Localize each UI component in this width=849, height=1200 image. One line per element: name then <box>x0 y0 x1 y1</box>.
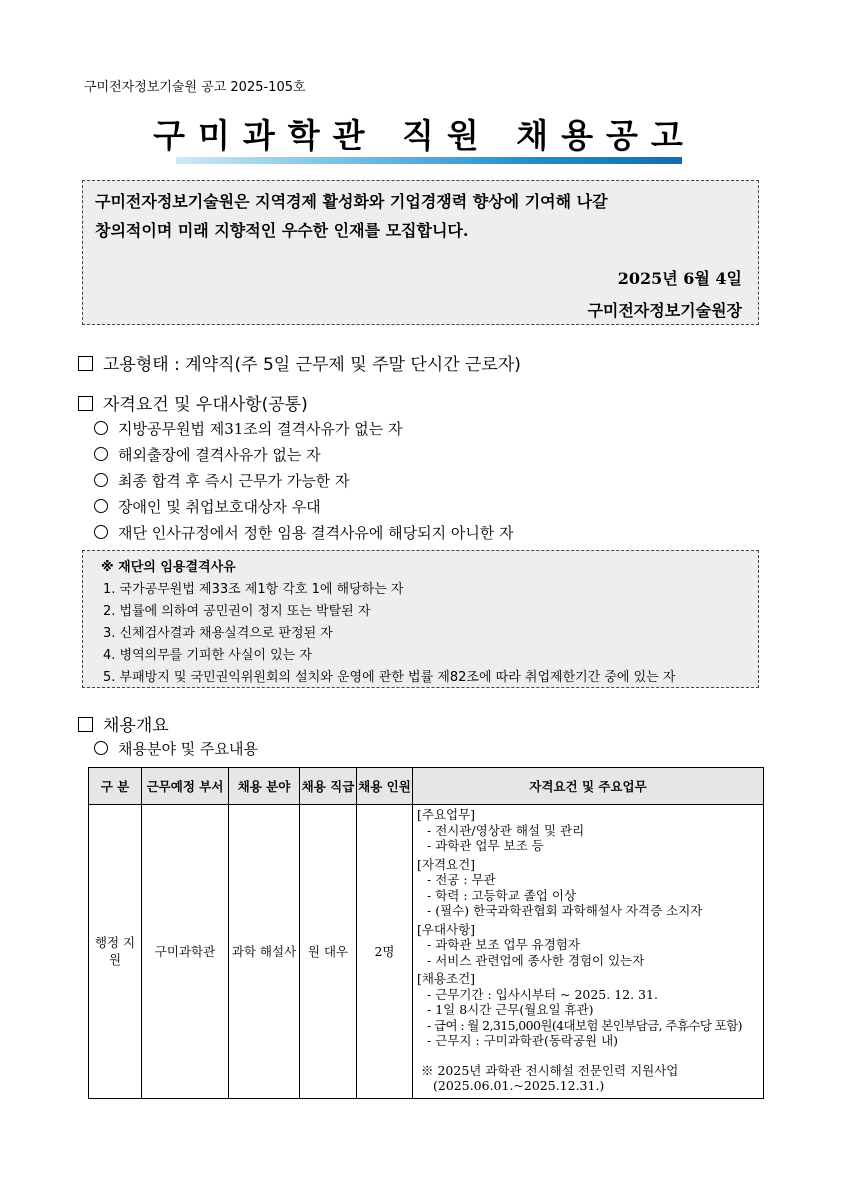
employment-type-heading: 고용형태 : 계약직(주 5일 근무제 및 주말 단시간 근로자) <box>78 350 521 375</box>
intro-box <box>82 180 759 325</box>
qualifications-heading: 자격요건 및 우대사항(공통) <box>78 390 308 415</box>
duty-item: - 과학관 업무 보조 등 <box>427 838 544 853</box>
disqualification-item: 2. 법률에 의하여 공민권이 정지 또는 박탈된 자 <box>103 604 371 619</box>
disqualification-item: 3. 신체검사결과 채용실격으로 판정된 자 <box>103 626 333 641</box>
requirement-item: - 전공 : 무관 <box>427 872 496 887</box>
header-field: 채용 분야 <box>229 768 300 805</box>
header-department: 근무예정 부서 <box>142 768 229 805</box>
circle-bullet-icon <box>94 473 108 487</box>
preference-item: - 서비스 관련업에 종사한 경험이 있는자 <box>427 952 645 968</box>
requirement-item: - 학력 : 고등학교 졸업 이상 <box>427 887 577 903</box>
conditions-title: [채용조건] <box>417 971 476 986</box>
program-note: ※ 2025년 과학관 전시해설 전문인력 지원사업 <box>421 1062 679 1078</box>
cell-grade: 원 대우 <box>300 805 357 1099</box>
table-row <box>89 805 764 1099</box>
overview-heading: 채용개요 <box>78 711 169 736</box>
page-title: 구미과학관 직원 채용공고 <box>153 116 696 155</box>
disqualification-item: 4. 병역의무를 기피한 사실이 있는 자 <box>103 648 312 663</box>
duty-item: - 전시관/영상관 해설 및 관리 <box>427 822 585 838</box>
circle-bullet-icon <box>94 421 108 435</box>
requirements-title: [자격요건] <box>417 856 476 872</box>
circle-bullet-icon <box>94 525 108 539</box>
circle-bullet-icon <box>94 499 108 513</box>
circle-bullet-icon <box>94 447 108 461</box>
overview-subheading: 채용분야 및 주요내용 <box>94 738 258 759</box>
signer: 구미전자정보기술원장 <box>587 301 742 320</box>
cell-headcount: 2명 <box>357 805 413 1099</box>
disqualification-title: ※ 재단의 임용결격사유 <box>101 560 236 575</box>
qualification-item: 해외출장에 결격사유가 없는 자 <box>94 444 321 465</box>
requirement-item: - (필수) 한국과학관협회 과학해설사 자격증 소지자 <box>427 903 703 918</box>
duties-title: [주요업무] <box>417 807 476 822</box>
table-header-row <box>89 768 764 805</box>
disqualification-item: 1. 국가공무원법 제33조 제1항 각호 1에 해당하는 자 <box>103 582 404 597</box>
announcement-date: 2025년 6월 4일 <box>617 269 742 288</box>
square-bullet-icon <box>78 396 93 411</box>
circle-bullet-icon <box>94 741 108 755</box>
condition-item: - 근무지 : 구미과학관(동락공원 내) <box>427 1033 619 1048</box>
qualification-item: 재단 인사규정에서 정한 임용 결격사유에 해당되지 아니한 자 <box>94 522 514 543</box>
disqualification-item: 5. 부패방지 및 국민권익위원회의 설치와 운영에 관한 법률 제82조에 따라 취업제한기간 중에 있는 자 <box>103 670 676 685</box>
square-bullet-icon <box>78 356 93 371</box>
qualification-item: 지방공무원법 제31조의 결격사유가 없는 자 <box>94 418 403 439</box>
qualification-item: 최종 합격 후 즉시 근무가 가능한 자 <box>94 470 349 491</box>
header-details: 자격요건 및 주요업무 <box>413 768 764 805</box>
condition-item: - 급여 : 월 2,315,000원(4대보험 본인부담금, 주휴수당 포함) <box>427 1017 742 1033</box>
square-bullet-icon <box>78 717 93 732</box>
cell-field: 과학 해설사 <box>229 805 300 1099</box>
qualification-item: 장애인 및 취업보호대상자 우대 <box>94 496 321 517</box>
cell-category: 행정 지원 <box>89 805 142 1099</box>
condition-item: - 1일 8시간 근무(월요일 휴관) <box>427 1002 594 1017</box>
preferences-title: [우대사항] <box>417 921 476 937</box>
condition-item: - 근무기간 : 입사시부터 ~ 2025. 12. 31. <box>427 986 658 1002</box>
header-grade: 채용 직급 <box>300 768 357 805</box>
header-headcount: 채용 인원 <box>357 768 413 805</box>
title-underline <box>176 157 682 164</box>
notice-number: 구미전자정보기술원 공고 2025-105호 <box>84 80 306 95</box>
intro-line-2: 창의적이며 미래 지향적인 우수한 인재를 모집합니다. <box>95 221 469 240</box>
preference-item: - 과학관 보조 업무 유경험자 <box>427 937 580 952</box>
cell-department: 구미과학관 <box>142 805 229 1099</box>
disqualification-box <box>82 550 759 688</box>
intro-line-1: 구미전자정보기술원은 지역경제 활성화와 기업경쟁력 향상에 기여해 나갈 <box>95 192 608 211</box>
header-category: 구 분 <box>89 768 142 805</box>
recruitment-table <box>88 767 764 1099</box>
cell-details <box>413 805 764 1099</box>
program-period: (2025.06.01.~2025.12.31.) <box>433 1078 605 1093</box>
